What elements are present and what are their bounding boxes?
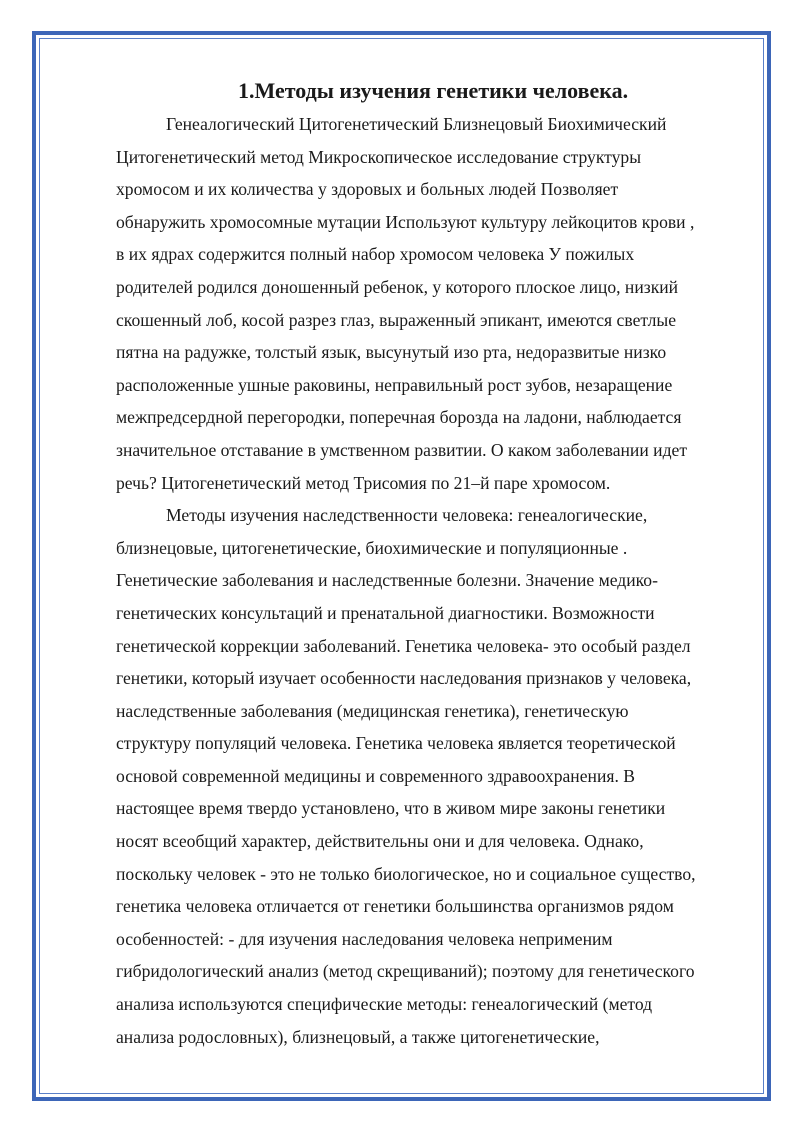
text-line: речь? Цитогенетический метод Трисомия по 21–й паре хромосом. (116, 472, 611, 493)
text-line: генетических консультаций и пренатальной диагностики. Возможности (116, 602, 655, 623)
text-line: значительное отставание в умственном развитии. О каком заболевании идет (116, 439, 688, 460)
text-line: Методы изучения наследственности человека: генеалогические, (166, 505, 648, 526)
text-line: носят всеобщий характер, действительны они и для человека. Однако, (116, 831, 644, 852)
text-line: родителей родился доношенный ребенок, у которого плоское лицо, низкий (116, 276, 679, 297)
text-line: хромосом и их количества у здоровых и больных людей Позволяет (116, 179, 619, 200)
text-line: анализа родословных), близнецовый, а также цитогенетические, (116, 1026, 600, 1047)
text-line: генетической коррекции заболеваний. Генетика человека- это особый раздел (116, 635, 691, 656)
text-line: пятна на радужке, толстый язык, высунутый изо рта, недоразвитые низко (116, 342, 667, 363)
document-body (116, 74, 744, 1053)
text-line: особенностей: - для изучения наследования человека неприменим (116, 928, 613, 949)
text-line: поскольку человек - это не только биологическое, но и социальное существо, (116, 863, 696, 884)
paragraph-1 (116, 108, 744, 499)
text-line: структуру популяций человека. Генетика человека является теоретической (116, 733, 676, 754)
text-line: Генетические заболевания и наследственные болезни. Значение медико- (116, 570, 658, 591)
text-line: Генеалогический Цитогенетический Близнецовый Биохимический (166, 114, 667, 134)
text-line: генетика человека отличается от генетики большинства организмов рядом (116, 896, 674, 917)
text-line: обнаружить хромосомные мутации Используют культуру лейкоцитов крови , (116, 211, 695, 232)
text-line: близнецовые, цитогенетические, биохимические и популяционные . (116, 537, 628, 558)
text-line: Цитогенетический метод Микроскопическое исследование структуры (116, 146, 642, 167)
text-line: наследственные заболевания (медицинская генетика), генетическую (116, 700, 629, 721)
text-line: анализа используются специфические методы: генеалогический (метод (116, 994, 653, 1015)
text-line: настоящее время твердо установлено, что в живом мире законы генетики (116, 798, 666, 819)
text-line: скошенный лоб, косой разрез глаз, выраженный эпикант, имеются светлые (116, 309, 677, 330)
text-line: межпредсердной перегородки, поперечная борозда на ладони, наблюдается (116, 407, 682, 428)
text-line: в их ядрах содержится полный набор хромосом человека У пожилых (116, 244, 635, 265)
text-line: генетики, который изучает особенности наследования признаков у человека, (116, 668, 692, 689)
document-title: 1.Методы изучения генетики человека. (238, 78, 629, 103)
text-line: основой современной медицины и современного здравоохранения. В (116, 765, 635, 786)
paragraph-2 (116, 499, 744, 1053)
text-line: гибридологический анализ (метод скрещиваний); поэтому для генетического (116, 961, 695, 982)
text-line: расположенные ушные раковины, неправильный рост зубов, незаращение (116, 374, 673, 395)
